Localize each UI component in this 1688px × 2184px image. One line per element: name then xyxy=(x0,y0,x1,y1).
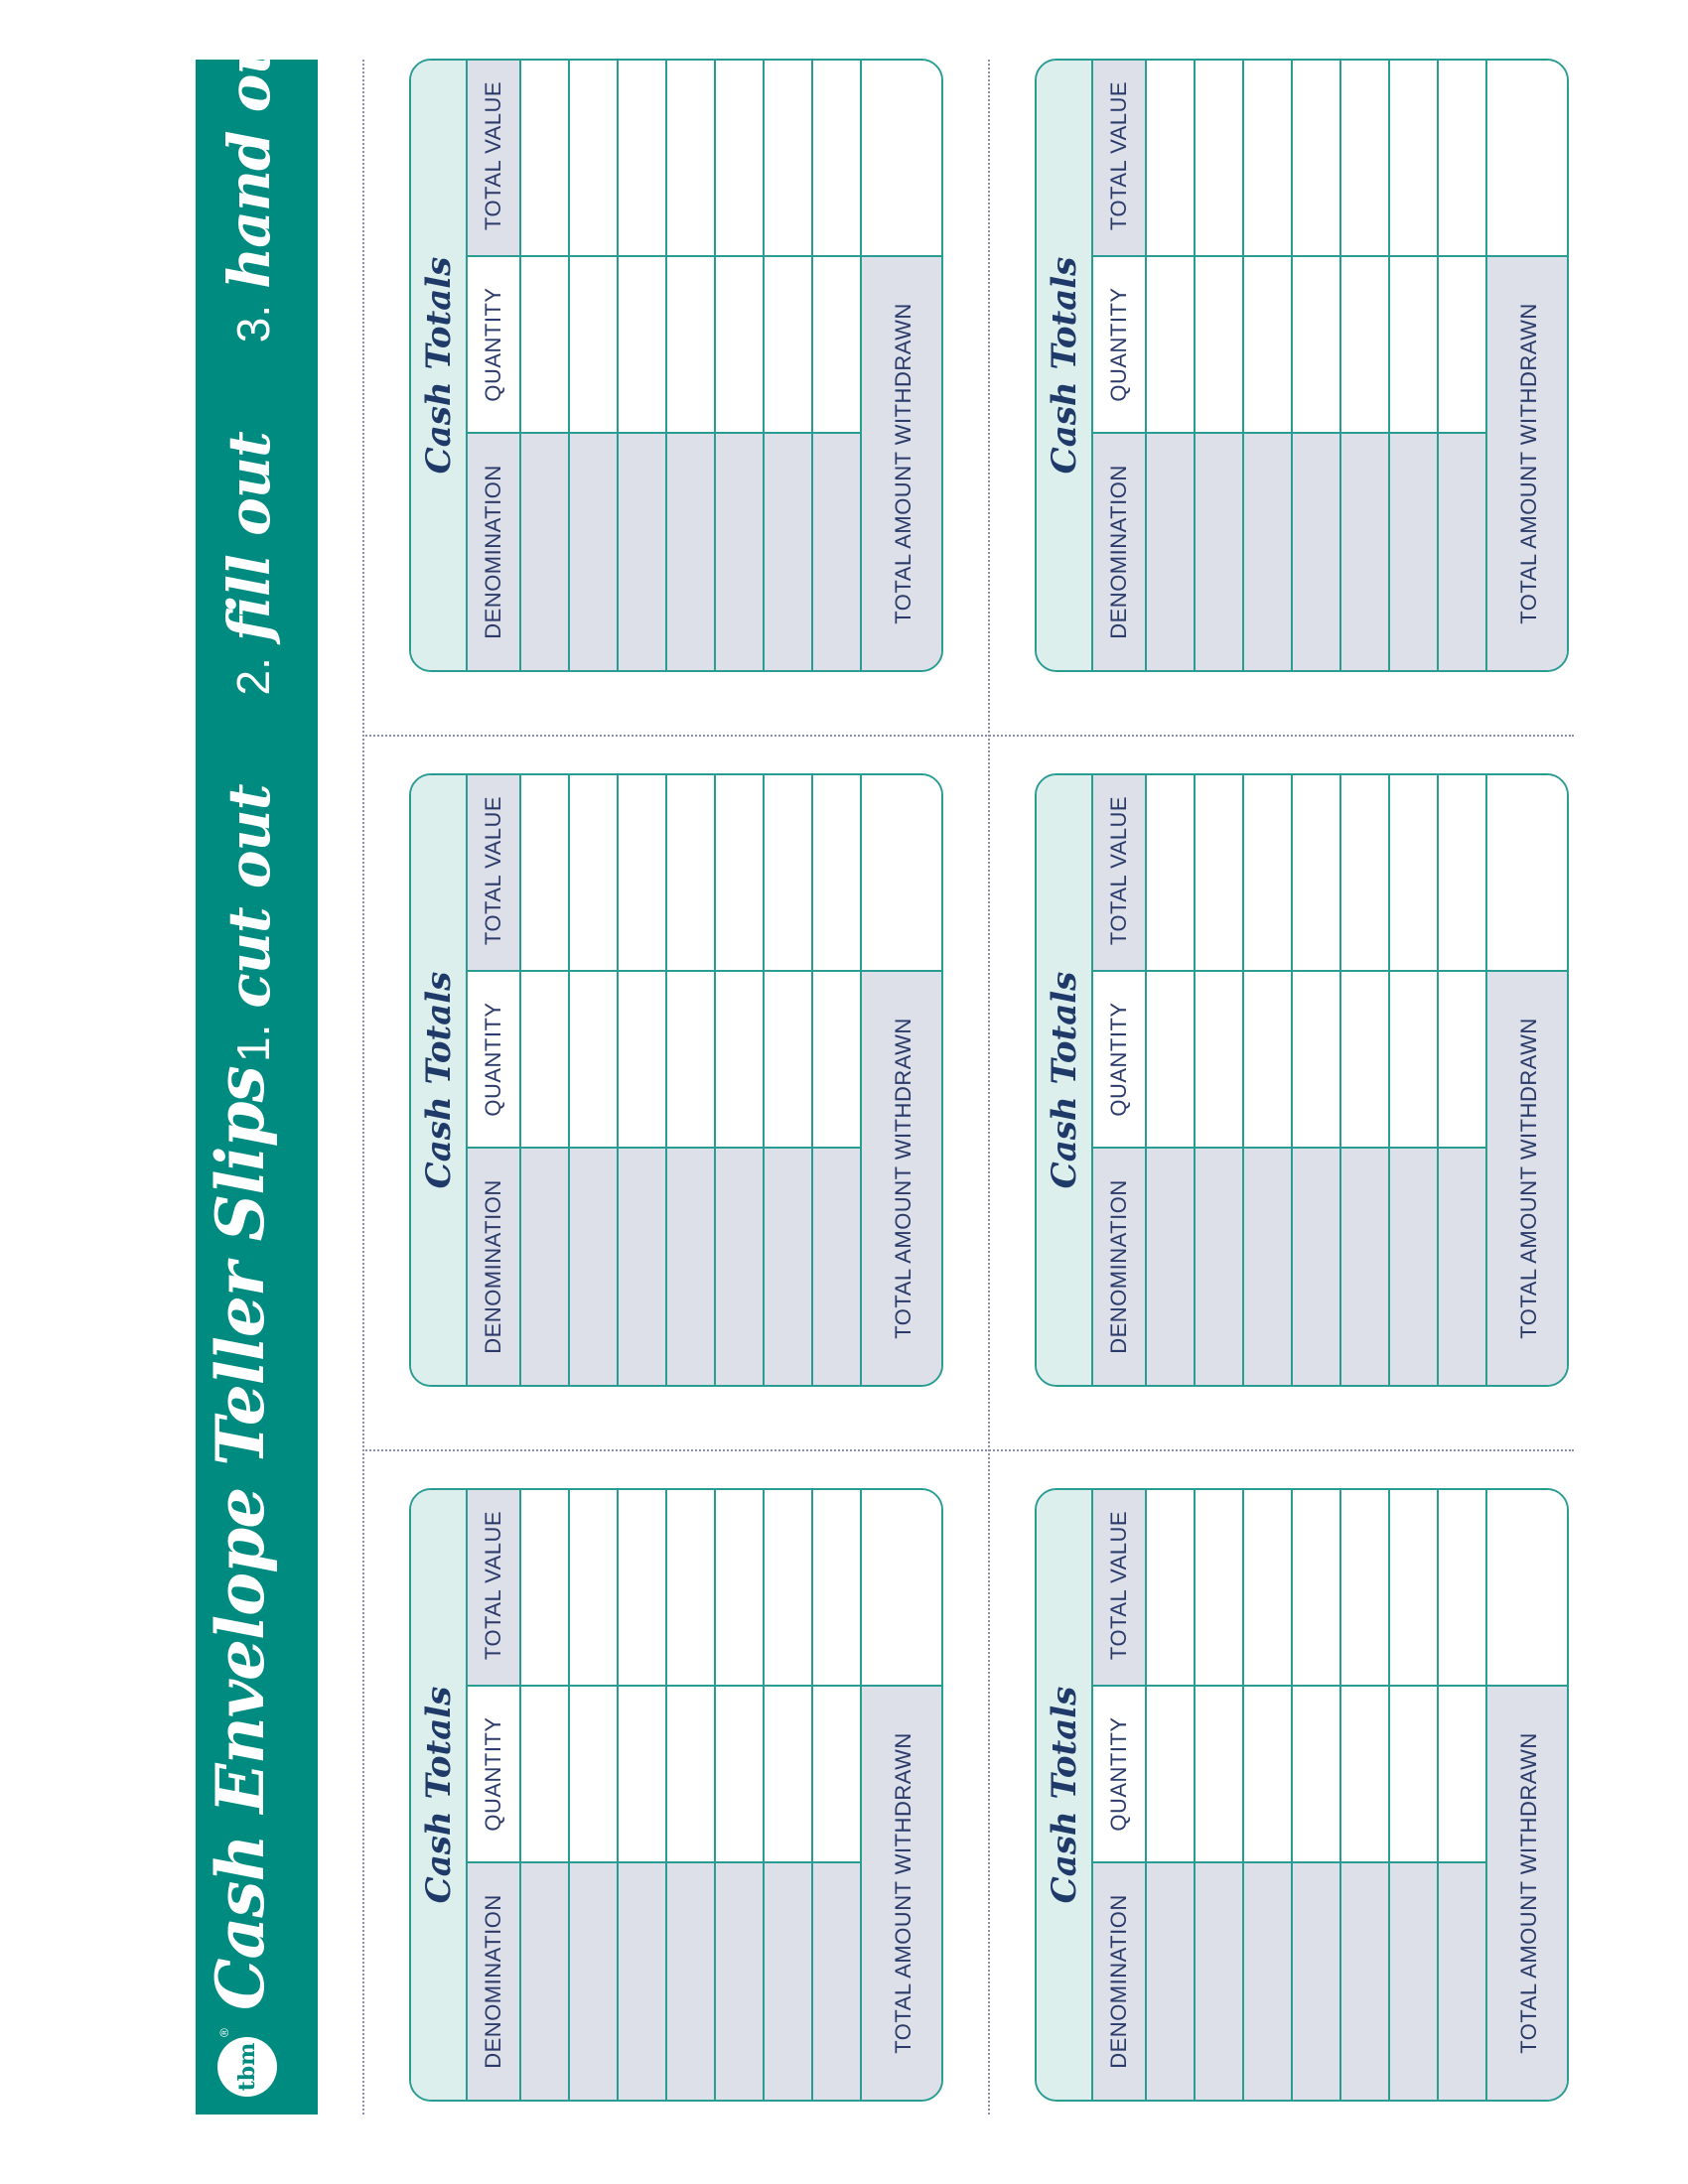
total-value-cell xyxy=(1439,59,1485,255)
denomination-cell xyxy=(1293,1861,1339,2100)
slip-row xyxy=(716,1490,765,2100)
denomination-cell xyxy=(667,432,714,670)
denomination-cell xyxy=(813,1147,860,1385)
total-amount-label: TOTAL AMOUNT WITHDRAWN xyxy=(1487,255,1569,670)
total-value-header: TOTAL VALUE xyxy=(468,1488,521,1685)
denomination-cell xyxy=(1244,1861,1291,2100)
slip-header xyxy=(411,775,468,1385)
slip-row xyxy=(667,61,716,670)
quantity-cell xyxy=(765,1685,811,1861)
total-amount-cell xyxy=(862,1488,943,1685)
total-value-cell xyxy=(1244,1488,1291,1685)
quantity-cell xyxy=(813,970,860,1147)
total-amount-cell xyxy=(1487,1488,1569,1685)
quantity-cell xyxy=(1439,1685,1485,1861)
step-2 xyxy=(215,432,283,695)
denomination-cell xyxy=(1244,1147,1291,1385)
slip-row xyxy=(619,61,667,670)
total-value-cell xyxy=(1293,1488,1339,1685)
slip-row xyxy=(716,775,765,1385)
total-value-cell xyxy=(813,59,860,255)
total-value-header: TOTAL VALUE xyxy=(1093,59,1147,255)
slip-row xyxy=(570,1490,619,2100)
slip-header xyxy=(1037,61,1093,670)
quantity-cell xyxy=(1147,1685,1194,1861)
quantity-header: QUANTITY xyxy=(468,255,521,432)
quantity-cell xyxy=(1147,970,1194,1147)
slip-row xyxy=(521,775,570,1385)
quantity-cell xyxy=(1341,970,1388,1147)
total-row xyxy=(1487,61,1569,670)
denomination-header: DENOMINATION xyxy=(468,432,521,670)
denomination-cell xyxy=(667,1861,714,2100)
total-value-cell xyxy=(667,1488,714,1685)
denomination-cell xyxy=(1390,432,1437,670)
slip-row xyxy=(1390,1490,1439,2100)
total-value-cell xyxy=(1244,59,1291,255)
quantity-cell xyxy=(1244,970,1291,1147)
slip-row xyxy=(521,61,570,670)
total-value-cell xyxy=(570,59,617,255)
quantity-cell xyxy=(1341,1685,1388,1861)
quantity-cell xyxy=(1390,970,1437,1147)
step-label: cut out xyxy=(215,784,283,1009)
total-value-cell xyxy=(667,773,714,970)
slip-row xyxy=(1244,775,1293,1385)
slip-row xyxy=(1244,61,1293,670)
total-amount-cell xyxy=(1487,59,1569,255)
total-amount-cell xyxy=(862,59,943,255)
registered-mark: ® xyxy=(217,2028,231,2037)
total-value-cell xyxy=(619,59,665,255)
page-title: Cash Envelope Teller Slips xyxy=(202,1066,279,2010)
slip-title: Cash Totals xyxy=(1044,256,1084,475)
total-value-cell xyxy=(619,1488,665,1685)
slip-row xyxy=(570,61,619,670)
denomination-cell xyxy=(1196,1147,1242,1385)
step-number: 1. xyxy=(227,1024,279,1062)
teller-slip xyxy=(409,773,943,1387)
quantity-cell xyxy=(716,1685,763,1861)
denomination-cell xyxy=(765,1147,811,1385)
slip-row xyxy=(1439,61,1487,670)
denomination-cell xyxy=(1341,432,1388,670)
total-value-cell xyxy=(716,773,763,970)
total-value-cell xyxy=(813,1488,860,1685)
total-value-cell xyxy=(521,1488,568,1685)
slip-row xyxy=(813,775,862,1385)
quantity-cell xyxy=(716,255,763,432)
denomination-header: DENOMINATION xyxy=(1093,1147,1147,1385)
quantity-cell xyxy=(1341,255,1388,432)
slip-header xyxy=(411,1490,468,2100)
total-value-cell xyxy=(813,773,860,970)
denomination-cell xyxy=(1293,432,1339,670)
step-1 xyxy=(215,785,283,1063)
total-row xyxy=(862,1490,943,2100)
total-value-header: TOTAL VALUE xyxy=(1093,773,1147,970)
quantity-cell xyxy=(1293,255,1339,432)
quantity-cell xyxy=(619,255,665,432)
total-amount-label: TOTAL AMOUNT WITHDRAWN xyxy=(862,255,943,670)
total-value-cell xyxy=(1293,59,1339,255)
quantity-header: QUANTITY xyxy=(468,970,521,1147)
cut-line xyxy=(362,735,1574,737)
denomination-cell xyxy=(619,1861,665,2100)
slip-row xyxy=(1341,775,1390,1385)
total-value-cell xyxy=(765,1488,811,1685)
total-value-cell xyxy=(1439,1488,1485,1685)
total-value-cell xyxy=(521,773,568,970)
total-row xyxy=(862,61,943,670)
teller-slip xyxy=(409,1488,943,2102)
quantity-cell xyxy=(1244,255,1291,432)
denomination-header: DENOMINATION xyxy=(468,1147,521,1385)
total-value-cell xyxy=(521,59,568,255)
denomination-header: DENOMINATION xyxy=(1093,1861,1147,2100)
quantity-cell xyxy=(813,1685,860,1861)
total-value-cell xyxy=(1341,1488,1388,1685)
total-value-header: TOTAL VALUE xyxy=(468,773,521,970)
denomination-cell xyxy=(570,1147,617,1385)
total-value-header: TOTAL VALUE xyxy=(1093,1488,1147,1685)
quantity-cell xyxy=(1293,1685,1339,1861)
denomination-cell xyxy=(1196,1861,1242,2100)
quantity-header: QUANTITY xyxy=(468,1685,521,1861)
slip-row xyxy=(1341,1490,1390,2100)
quantity-cell xyxy=(521,255,568,432)
quantity-cell xyxy=(521,1685,568,1861)
quantity-header: QUANTITY xyxy=(1093,970,1147,1147)
total-value-cell xyxy=(1147,1488,1194,1685)
cut-line xyxy=(362,1449,1574,1451)
slip-row xyxy=(521,1490,570,2100)
total-value-cell xyxy=(1147,773,1194,970)
total-amount-label: TOTAL AMOUNT WITHDRAWN xyxy=(862,970,943,1385)
total-value-cell xyxy=(667,59,714,255)
total-value-cell xyxy=(570,773,617,970)
quantity-cell xyxy=(570,1685,617,1861)
quantity-cell xyxy=(1293,970,1339,1147)
total-value-cell xyxy=(1390,59,1437,255)
slip-title: Cash Totals xyxy=(418,971,459,1189)
slip-row xyxy=(765,775,813,1385)
denomination-cell xyxy=(1147,1147,1194,1385)
total-value-header: TOTAL VALUE xyxy=(468,59,521,255)
cut-line xyxy=(362,60,364,2115)
quantity-header: QUANTITY xyxy=(1093,1685,1147,1861)
slip-row xyxy=(813,61,862,670)
quantity-cell xyxy=(1196,255,1242,432)
slip-row xyxy=(765,1490,813,2100)
denomination-cell xyxy=(765,1861,811,2100)
slip-row xyxy=(1147,61,1196,670)
quantity-cell xyxy=(1244,1685,1291,1861)
denomination-cell xyxy=(716,1861,763,2100)
denomination-cell xyxy=(1196,432,1242,670)
total-value-cell xyxy=(765,59,811,255)
quantity-cell xyxy=(765,255,811,432)
slip-row xyxy=(1293,775,1341,1385)
total-value-cell xyxy=(716,59,763,255)
slip-row xyxy=(619,775,667,1385)
teller-slip xyxy=(409,59,943,672)
quantity-cell xyxy=(570,255,617,432)
quantity-cell xyxy=(667,255,714,432)
step-number: 2. xyxy=(227,657,279,696)
denomination-header: DENOMINATION xyxy=(1093,432,1147,670)
denomination-cell xyxy=(1293,1147,1339,1385)
slip-row xyxy=(1390,775,1439,1385)
teller-slip xyxy=(1035,1488,1569,2102)
total-value-cell xyxy=(619,773,665,970)
logo-text: tbm xyxy=(234,2042,260,2092)
quantity-cell xyxy=(1147,255,1194,432)
slip-row xyxy=(667,775,716,1385)
teller-slip xyxy=(1035,59,1569,672)
total-value-cell xyxy=(1341,59,1388,255)
step-3 xyxy=(215,9,283,343)
slip-row xyxy=(1196,61,1244,670)
instruction-steps xyxy=(215,9,283,1062)
denomination-cell xyxy=(813,1861,860,2100)
quantity-cell xyxy=(619,1685,665,1861)
quantity-cell xyxy=(1439,255,1485,432)
header-band xyxy=(196,8,318,2115)
slip-row xyxy=(1293,61,1341,670)
denomination-cell xyxy=(716,432,763,670)
total-value-cell xyxy=(1147,59,1194,255)
total-amount-cell xyxy=(1487,773,1569,970)
slip-row xyxy=(570,775,619,1385)
quantity-header: QUANTITY xyxy=(1093,255,1147,432)
denomination-cell xyxy=(1341,1861,1388,2100)
slip-row xyxy=(1147,1490,1196,2100)
total-value-cell xyxy=(716,1488,763,1685)
quantity-cell xyxy=(1196,970,1242,1147)
slip-row xyxy=(1196,775,1244,1385)
quantity-cell xyxy=(765,970,811,1147)
slip-header xyxy=(1037,775,1093,1385)
slip-row xyxy=(716,61,765,670)
denomination-cell xyxy=(765,432,811,670)
slip-row xyxy=(1439,775,1487,1385)
slip-header xyxy=(1037,1490,1093,2100)
slip-row xyxy=(1390,61,1439,670)
slip-row xyxy=(1196,1490,1244,2100)
denomination-header: DENOMINATION xyxy=(468,1861,521,2100)
denomination-cell xyxy=(667,1147,714,1385)
total-row xyxy=(1487,775,1569,1385)
denomination-cell xyxy=(1390,1147,1437,1385)
total-row xyxy=(862,775,943,1385)
slip-row xyxy=(1341,61,1390,670)
total-value-cell xyxy=(1341,773,1388,970)
denomination-cell xyxy=(716,1147,763,1385)
step-number: 3. xyxy=(227,304,279,343)
slip-row xyxy=(1244,1490,1293,2100)
slip-row xyxy=(765,61,813,670)
total-value-cell xyxy=(1244,773,1291,970)
denomination-cell xyxy=(1341,1147,1388,1385)
quantity-cell xyxy=(619,970,665,1147)
tbm-logo xyxy=(217,2037,277,2097)
total-amount-label: TOTAL AMOUNT WITHDRAWN xyxy=(1487,970,1569,1385)
total-value-cell xyxy=(1196,1488,1242,1685)
denomination-cell xyxy=(521,1147,568,1385)
denomination-cell xyxy=(619,432,665,670)
step-label: fill out xyxy=(215,432,283,642)
quantity-cell xyxy=(1439,970,1485,1147)
slip-title: Cash Totals xyxy=(1044,971,1084,1189)
quantity-cell xyxy=(570,970,617,1147)
denomination-cell xyxy=(813,432,860,670)
denomination-cell xyxy=(1439,432,1485,670)
total-amount-label: TOTAL AMOUNT WITHDRAWN xyxy=(862,1685,943,2100)
slip-title: Cash Totals xyxy=(418,256,459,475)
total-value-cell xyxy=(1196,59,1242,255)
quantity-cell xyxy=(813,255,860,432)
total-value-cell xyxy=(570,1488,617,1685)
denomination-cell xyxy=(1439,1147,1485,1385)
quantity-cell xyxy=(1390,1685,1437,1861)
total-value-cell xyxy=(1439,773,1485,970)
quantity-cell xyxy=(1390,255,1437,432)
quantity-cell xyxy=(1196,1685,1242,1861)
total-amount-cell xyxy=(862,773,943,970)
slip-row xyxy=(619,1490,667,2100)
slip-title: Cash Totals xyxy=(1044,1686,1084,1904)
denomination-cell xyxy=(570,432,617,670)
total-row xyxy=(1487,1490,1569,2100)
total-value-cell xyxy=(1196,773,1242,970)
denomination-cell xyxy=(521,432,568,670)
total-amount-label: TOTAL AMOUNT WITHDRAWN xyxy=(1487,1685,1569,2100)
denomination-cell xyxy=(1147,1861,1194,2100)
slip-row xyxy=(667,1490,716,2100)
denomination-cell xyxy=(521,1861,568,2100)
denomination-cell xyxy=(1244,432,1291,670)
quantity-cell xyxy=(667,1685,714,1861)
cut-line xyxy=(988,60,990,2115)
quantity-cell xyxy=(667,970,714,1147)
denomination-cell xyxy=(1147,432,1194,670)
step-label: hand out xyxy=(215,8,283,289)
slip-row xyxy=(1439,1490,1487,2100)
denomination-cell xyxy=(1390,1861,1437,2100)
slip-title: Cash Totals xyxy=(418,1686,459,1904)
teller-slip xyxy=(1035,773,1569,1387)
denomination-cell xyxy=(570,1861,617,2100)
quantity-cell xyxy=(521,970,568,1147)
total-value-cell xyxy=(765,773,811,970)
slip-row xyxy=(813,1490,862,2100)
total-value-cell xyxy=(1293,773,1339,970)
slip-row xyxy=(1293,1490,1341,2100)
denomination-cell xyxy=(619,1147,665,1385)
denomination-cell xyxy=(1439,1861,1485,2100)
slip-header xyxy=(411,61,468,670)
total-value-cell xyxy=(1390,773,1437,970)
slip-row xyxy=(1147,775,1196,1385)
total-value-cell xyxy=(1390,1488,1437,1685)
quantity-cell xyxy=(716,970,763,1147)
